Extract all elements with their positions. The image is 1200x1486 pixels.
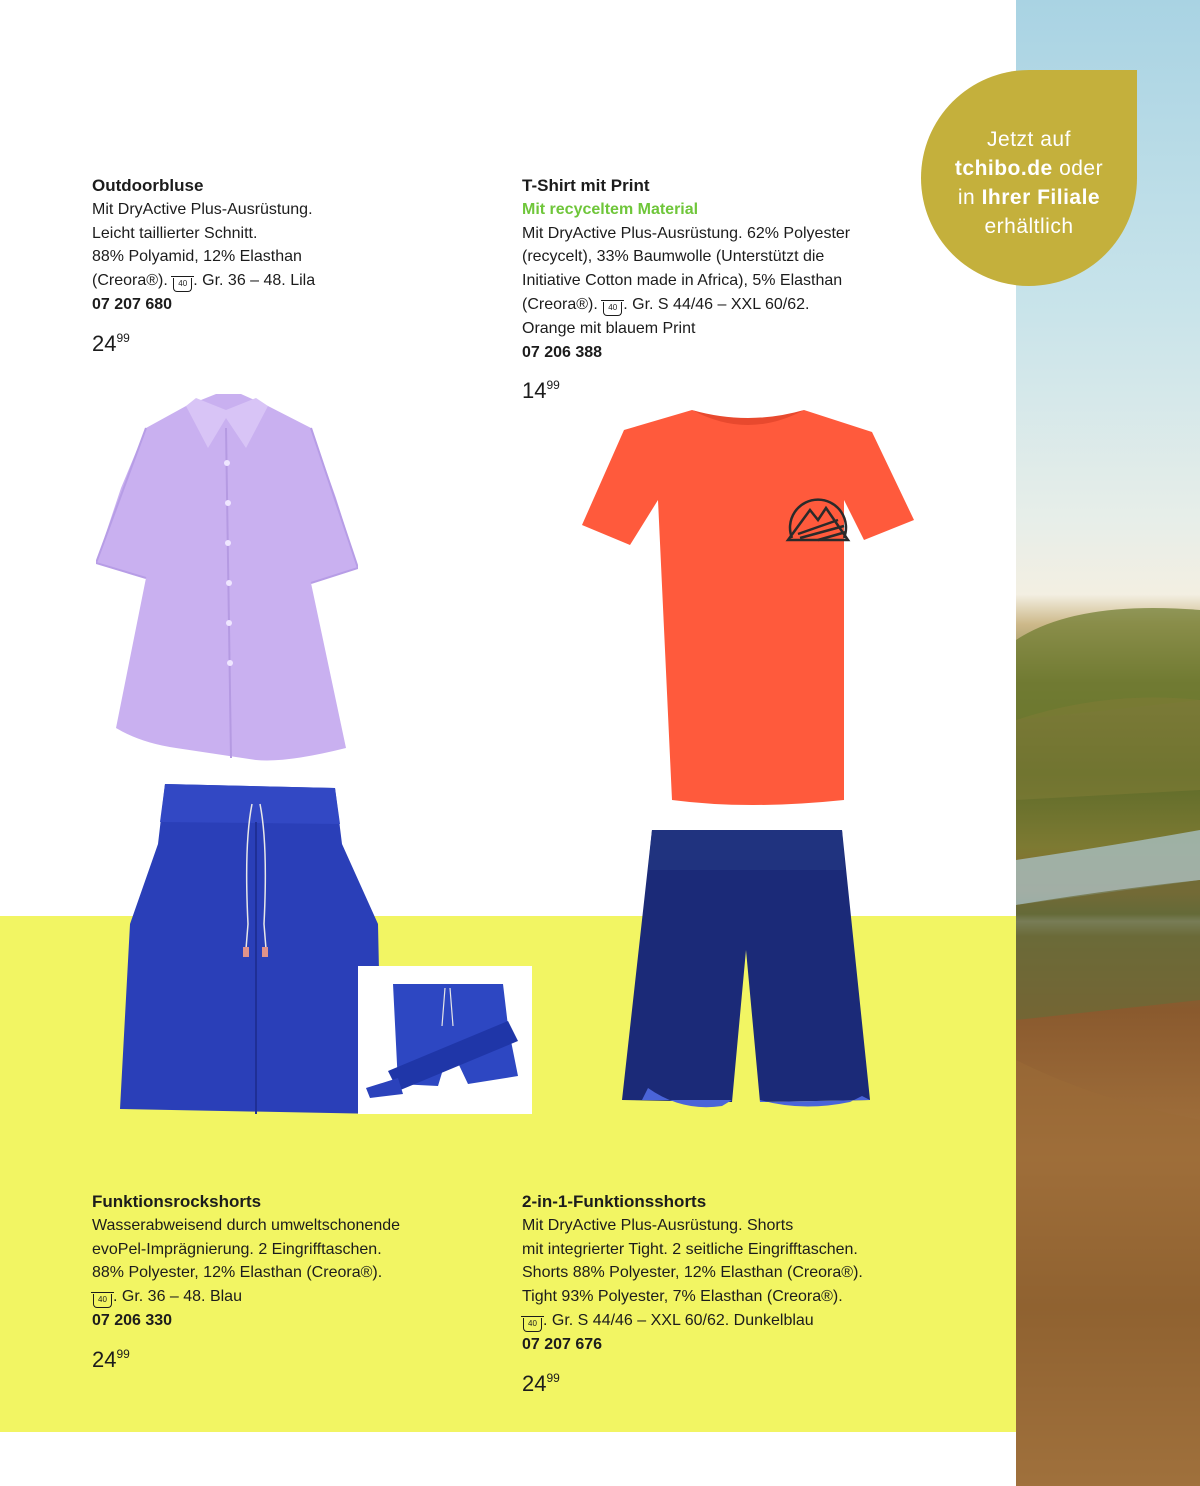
product-care-line <box>92 1285 492 1309</box>
care-post: . Gr. S 44/46 – XXL 60/62. <box>623 295 810 313</box>
product-title: T-Shirt mit Print <box>522 176 650 195</box>
product-title: 2-in-1-Funktionsshorts <box>522 1192 707 1211</box>
wash-40-icon: 40 <box>173 278 192 292</box>
product-outdoorbluse <box>92 174 422 359</box>
recycled-badge: Mit recyceltem Material <box>522 200 699 218</box>
blouse-image[interactable] <box>96 388 358 768</box>
skort-detail-image <box>358 966 532 1114</box>
promo-line-3 <box>921 183 1137 212</box>
skort-detail-inset[interactable] <box>358 966 532 1114</box>
product-title: Funktionsrockshorts <box>92 1192 262 1211</box>
product-desc-line: mit integrierter Tight. 2 seitliche Eingrifftaschen. <box>522 1240 858 1258</box>
product-care-line <box>92 269 422 293</box>
price-main: 14 <box>522 378 547 404</box>
wash-40-icon: 40 <box>523 1318 542 1332</box>
product-title: Outdoorbluse <box>92 176 204 195</box>
product-desc-line: Shorts 88% Polyester, 12% Elasthan (Creora®). <box>522 1264 863 1282</box>
shorts-2in1-image[interactable] <box>622 830 870 1120</box>
price-cents: 99 <box>116 330 130 345</box>
product-desc-line: Mit DryActive Plus-Ausrüstung. 62% Polyester <box>522 224 851 242</box>
price-main: 24 <box>92 1346 117 1372</box>
product-funktionsrockshorts <box>92 1190 492 1375</box>
product-price <box>92 1339 492 1375</box>
price-main: 24 <box>522 1370 547 1396</box>
price-main: 24 <box>92 330 117 356</box>
promo-line-4: erhältlich <box>984 215 1074 238</box>
product-price <box>522 1363 942 1399</box>
product-desc-line: Wasserabweisend durch umweltschonende <box>92 1216 401 1234</box>
product-desc-line: (recycelt), 33% Baumwolle (Unterstützt die <box>522 248 825 266</box>
product-desc-line: Initiative Cotton made in Africa), 5% Elasthan <box>522 272 843 290</box>
product-code: 07 207 680 <box>92 295 173 313</box>
tshirt-image[interactable] <box>582 400 914 808</box>
product-tshirt-print <box>522 174 922 406</box>
product-code: 07 207 676 <box>522 1335 603 1353</box>
promo-line-2-rest: oder <box>1052 157 1104 180</box>
product-2in1-funktionsshorts <box>522 1190 942 1399</box>
promo-line-3-pre: in <box>957 186 982 209</box>
promo-bubble <box>921 70 1137 286</box>
product-desc-line: Mit DryActive Plus-Ausrüstung. Shorts <box>522 1216 794 1234</box>
product-desc-line: 88% Polyamid, 12% Elasthan <box>92 248 302 266</box>
wash-40-icon: 40 <box>603 302 622 316</box>
product-price <box>92 323 422 359</box>
product-desc-line: 88% Polyester, 12% Elasthan (Creora®). <box>92 1264 383 1282</box>
price-cents: 99 <box>546 1370 560 1385</box>
price-cents: 99 <box>546 378 560 393</box>
care-pre: (Creora®). <box>522 295 603 313</box>
care-post: . Gr. 36 – 48. Lila <box>193 272 316 290</box>
promo-line-2 <box>921 154 1137 183</box>
product-color: Orange mit blauem Print <box>522 319 696 337</box>
promo-website[interactable]: tchibo.de <box>954 157 1053 180</box>
product-code: 07 206 388 <box>522 343 603 361</box>
product-desc-line: Tight 93% Polyester, 7% Elasthan (Creora®). <box>522 1288 843 1306</box>
care-pre: (Creora®). <box>92 272 173 290</box>
care-post: . Gr. 36 – 48. Blau <box>113 1288 242 1306</box>
product-desc-line: Mit DryActive Plus-Ausrüstung. <box>92 200 313 218</box>
wash-40-icon: 40 <box>93 1294 112 1308</box>
promo-store: Ihrer Filiale <box>981 186 1101 209</box>
product-desc-line: evoPel-Imprägnierung. 2 Eingrifftaschen. <box>92 1240 382 1258</box>
product-desc-line: Leicht taillierter Schnitt. <box>92 224 258 242</box>
price-cents: 99 <box>116 1346 130 1361</box>
promo-line-1: Jetzt auf <box>987 128 1071 151</box>
product-code: 07 206 330 <box>92 1311 173 1329</box>
skort-image[interactable] <box>120 784 382 1114</box>
care-post: . Gr. S 44/46 – XXL 60/62. Dunkelblau <box>543 1311 814 1329</box>
product-care-line <box>522 293 922 317</box>
product-care-line <box>522 1309 942 1333</box>
